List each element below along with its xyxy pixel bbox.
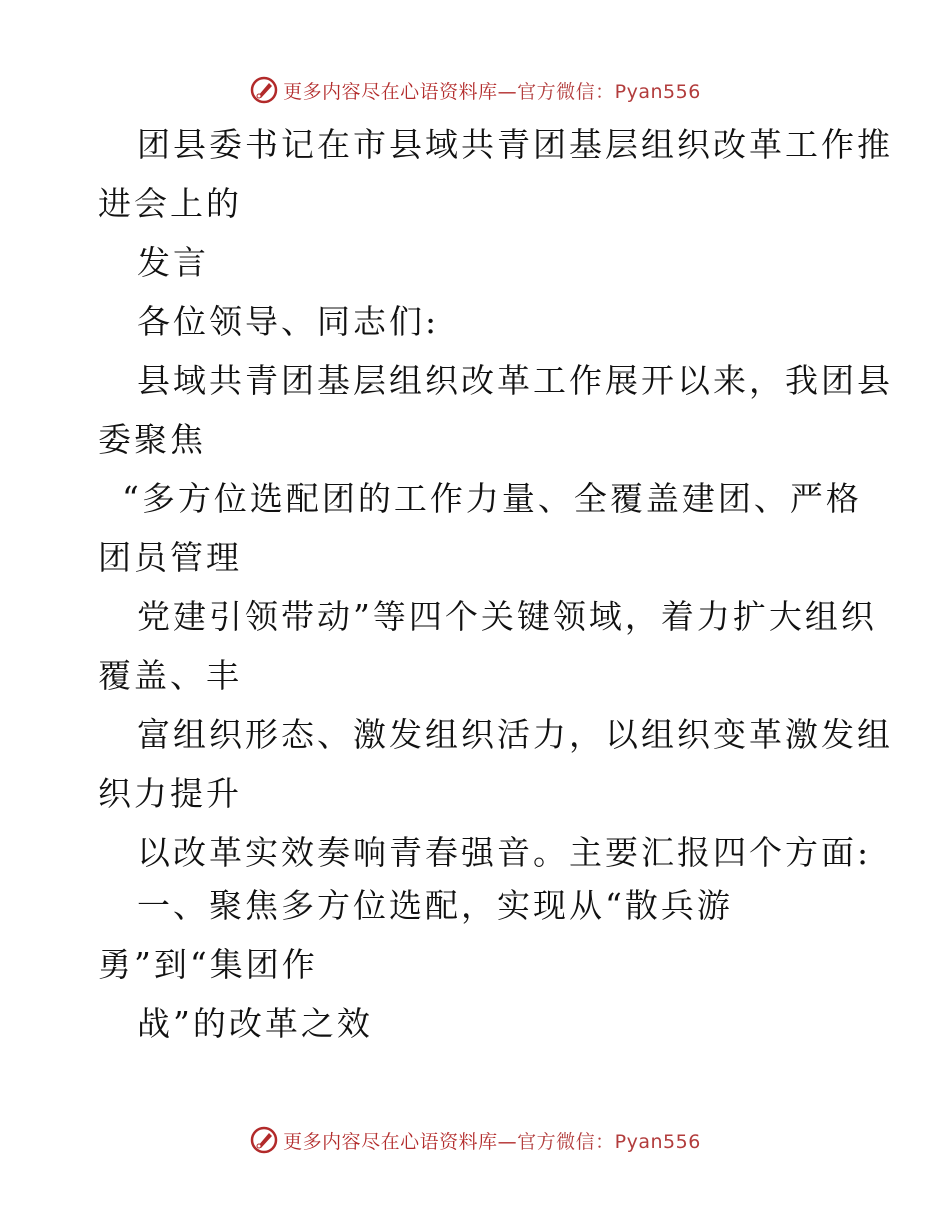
salutation: 各位领导、同志们: [137, 302, 440, 341]
pen-logo-icon [249, 75, 279, 105]
header-watermark-text: 更多内容尽在心语资料库—官方微信：Pyan556 [283, 80, 701, 103]
section-heading-line: 战”的改革之效 [137, 1004, 373, 1043]
doc-title-line-2: 进会上的 [98, 184, 242, 223]
header-watermark-banner [0, 70, 950, 110]
paragraph-line: “多方位选配团的工作力量、全覆盖建团、严格 [122, 479, 862, 518]
paragraph-line: 以改革实效奏响青春强音。主要汇报四个方面: [137, 833, 872, 872]
pen-logo-icon [249, 1125, 279, 1155]
paragraph-line: 党建引领带动”等四个关键领域，着力扩大组织 [137, 597, 877, 636]
paragraph-line: 委聚焦 [98, 420, 206, 459]
paragraph-line: 富组织形态、激发组织活力，以组织变革激发组 [137, 715, 893, 754]
doc-title-line-1: 团县委书记在市县域共青团基层组织改革工作推 [137, 125, 893, 164]
section-heading-line: 勇”到“集团作 [98, 945, 318, 984]
paragraph-line: 县域共青团基层组织改革工作展开以来，我团县 [137, 361, 893, 400]
section-heading-line: 一、聚焦多方位选配，实现从“散兵游 [137, 886, 733, 925]
footer-watermark-text: 更多内容尽在心语资料库—官方微信：Pyan556 [283, 1130, 701, 1153]
paragraph-line: 覆盖、丰 [98, 656, 242, 695]
paragraph-line: 团员管理 [98, 538, 242, 577]
doc-title-line-3: 发言 [137, 243, 209, 282]
paragraph-line: 织力提升 [98, 774, 242, 813]
footer-watermark-banner [0, 1120, 950, 1160]
